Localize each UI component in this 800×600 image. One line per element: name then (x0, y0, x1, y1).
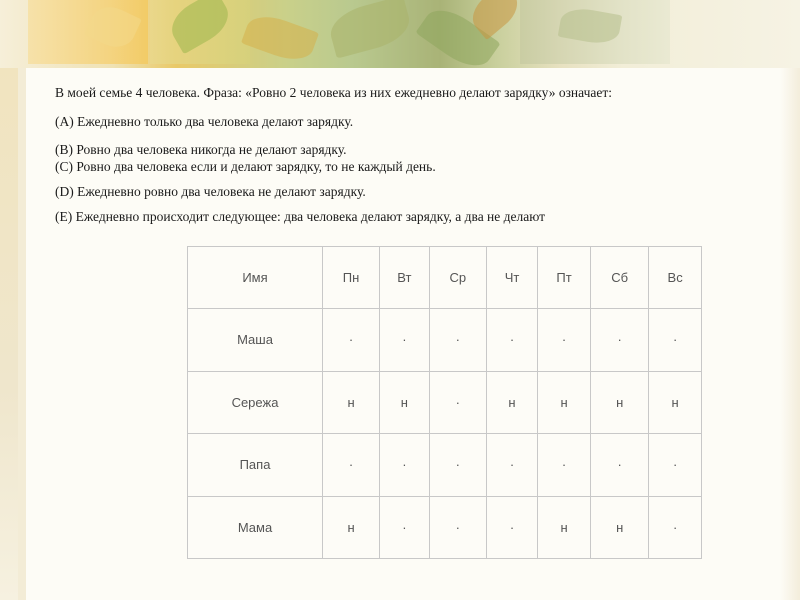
header-cell-mon: Пн (323, 247, 380, 309)
header-cell-name: Имя (188, 247, 323, 309)
row-name-cell: Мама (188, 496, 323, 559)
right-decorative-edge (780, 68, 800, 600)
table-cell: н (487, 371, 538, 434)
intro-text: В моей семье 4 человека. Фраза: «Ровно 2 человека из них ежедневно делают зарядку» означает: (55, 85, 613, 100)
table-cell: · (380, 434, 430, 497)
table-cell: · (429, 496, 486, 559)
table-cell: н (323, 371, 380, 434)
table-cell: · (487, 496, 538, 559)
table-cell: · (649, 434, 702, 497)
table-row (188, 371, 702, 434)
option-e: (E) Ежедневно происходит следующее: два человека делают зарядку, а два не делают (55, 209, 546, 224)
table-cell: · (591, 309, 649, 372)
table-cell: · (537, 434, 590, 497)
option-a: (A) Ежедневно только два человека делают зарядку. (55, 114, 354, 129)
header-cell-sat: Сб (591, 247, 649, 309)
header-cell-tue: Вт (380, 247, 430, 309)
table-cell: · (380, 309, 430, 372)
table-cell: н (537, 496, 590, 559)
table-cell: · (537, 309, 590, 372)
table-header-row (188, 247, 702, 309)
table-cell: н (537, 371, 590, 434)
table-cell: · (487, 434, 538, 497)
question-text (55, 84, 775, 225)
row-name-cell: Папа (188, 434, 323, 497)
exercise-schedule-table (187, 246, 702, 559)
header-cell-wed: Ср (429, 247, 486, 309)
table-cell: н (591, 371, 649, 434)
row-name-cell: Сережа (188, 371, 323, 434)
header-cell-thu: Чт (487, 247, 538, 309)
option-d: (D) Ежедневно ровно два человека не делают зарядку. (55, 184, 366, 199)
left-decorative-stripe (18, 68, 26, 600)
table-row (188, 434, 702, 497)
table-cell: · (649, 309, 702, 372)
table-cell: · (429, 434, 486, 497)
table-cell: · (487, 309, 538, 372)
table-row (188, 309, 702, 372)
table-cell: · (429, 371, 486, 434)
option-b: (B) Ровно два человека никогда не делают зарядку. (55, 142, 347, 157)
table-cell: · (380, 496, 430, 559)
table-cell: н (649, 371, 702, 434)
table-cell: · (323, 309, 380, 372)
left-decorative-bar (0, 68, 18, 600)
table-cell: н (380, 371, 430, 434)
decorative-leaf-banner (0, 0, 800, 68)
table-cell: н (323, 496, 380, 559)
table-cell: н (591, 496, 649, 559)
header-cell-fri: Пт (537, 247, 590, 309)
table-cell: · (323, 434, 380, 497)
table-cell: · (649, 496, 702, 559)
table-row (188, 496, 702, 559)
option-c: (C) Ровно два человека если и делают зарядку, то не каждый день. (55, 159, 436, 174)
table-cell: · (591, 434, 649, 497)
header-cell-sun: Вс (649, 247, 702, 309)
table-cell: · (429, 309, 486, 372)
row-name-cell: Маша (188, 309, 323, 372)
